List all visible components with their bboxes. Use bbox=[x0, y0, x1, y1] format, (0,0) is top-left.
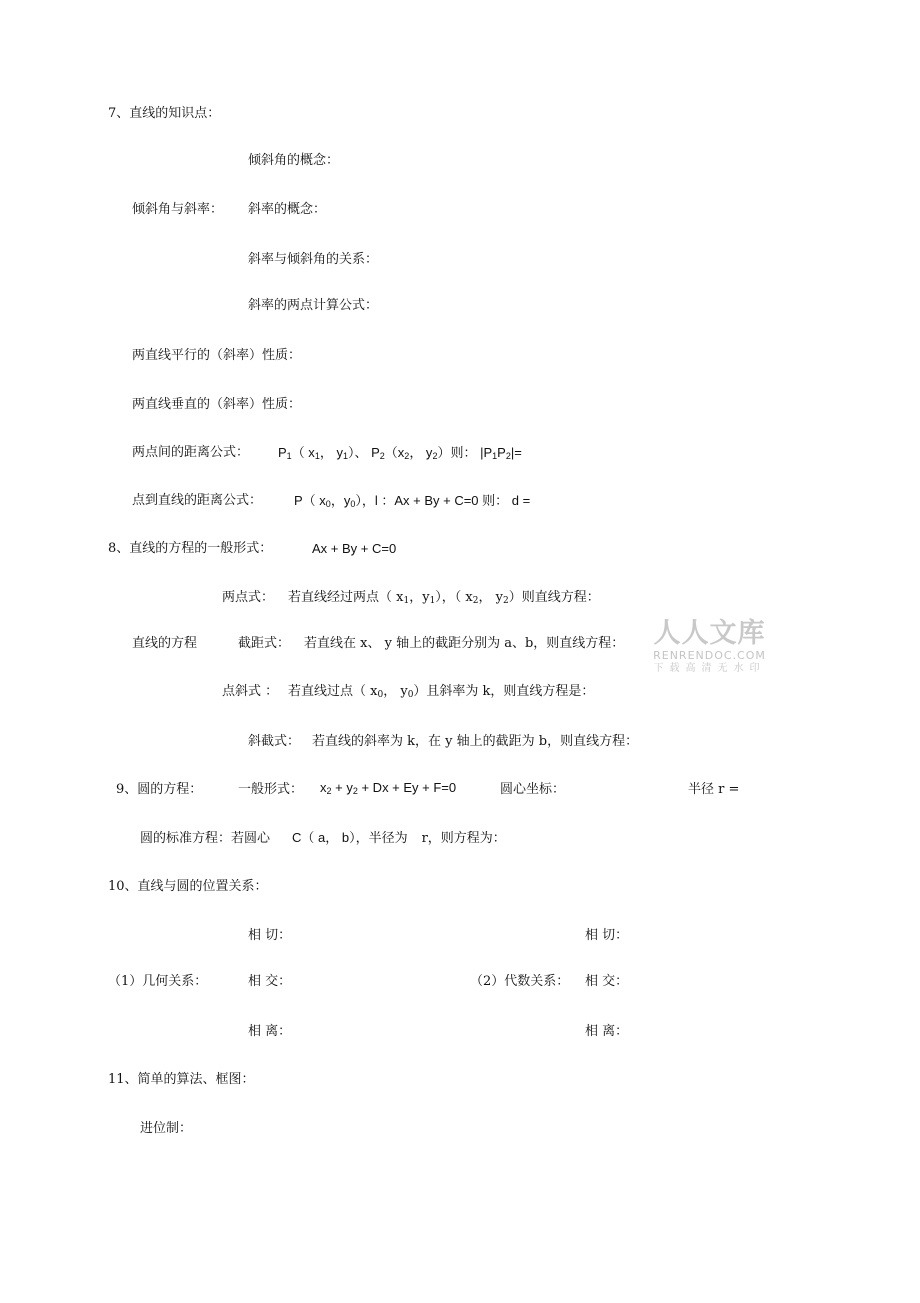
geo-tangent: 相 切： bbox=[248, 928, 292, 943]
section-9-heading: 9、圆的方程： bbox=[116, 782, 203, 797]
alg-tangent: 相 切： bbox=[585, 928, 629, 943]
intercept-form-text: 若直线在 x、 y 轴上的截距分别为 a、b，则直线方程： bbox=[304, 636, 625, 651]
point-slope-form-text: 若直线过点（ $x_0$， $y_0$）且斜率为 k，则直线方程是： bbox=[288, 684, 595, 700]
two-point-form-text: 若直线经过两点（ $x_1$，$y_1$），（ $x_2$， $y_2$）则直线方程： bbox=[288, 590, 600, 606]
section-10-heading: 10、直线与圆的位置关系： bbox=[108, 879, 268, 894]
slope-concept: 斜率的概念： bbox=[248, 202, 327, 217]
circle-general-form: $x_2 + y_2 + Dx + Ey + F=0$ bbox=[320, 780, 457, 796]
circle-radius-label: 半径 r = bbox=[688, 782, 740, 797]
perpendicular-property: 两直线垂直的（斜率）性质： bbox=[132, 397, 302, 412]
renrendoc-watermark bbox=[647, 619, 772, 675]
number-base-system: 进位制： bbox=[140, 1121, 193, 1136]
slope-intercept-form-label: 斜截式： bbox=[248, 734, 301, 749]
circle-center-label: 圆心坐标： bbox=[500, 782, 566, 797]
intercept-form-label: 截距式： bbox=[238, 636, 291, 651]
line-equation-group-label: 直线的方程 bbox=[132, 636, 198, 651]
algebraic-relation-label: （2）代数关系： bbox=[470, 974, 570, 989]
two-point-form-label: 两点式： bbox=[222, 590, 275, 605]
line-general-form: Ax + By + C=0 bbox=[312, 541, 397, 556]
geo-separate: 相 离： bbox=[248, 1024, 292, 1039]
alg-intersect: 相 交： bbox=[585, 974, 629, 989]
section-8-heading: 8、直线的方程的一般形式： bbox=[108, 541, 273, 556]
slope-incline-relation: 斜率与倾斜角的关系： bbox=[248, 252, 379, 267]
section-11-heading: 11、简单的算法、框图： bbox=[108, 1072, 255, 1087]
section-7-heading: 7、直线的知识点： bbox=[108, 106, 221, 121]
alg-separate: 相 离： bbox=[585, 1024, 629, 1039]
point-line-distance-label: 点到直线的距离公式： bbox=[132, 493, 263, 508]
watermark-tagline: 下载高清无水印 bbox=[653, 663, 766, 674]
point-slope-form-label: 点斜式 ： bbox=[222, 684, 279, 699]
slope-two-point-formula: 斜率的两点计算公式： bbox=[248, 298, 379, 313]
circle-general-form-label: 一般形式： bbox=[238, 782, 304, 797]
point-distance-formula: $P_1$（ $x_1$， $y_1$）、 $P_2(x_2$， $y_2$）则： $|P_1P_2|=$ bbox=[278, 445, 522, 461]
geo-intersect: 相 交： bbox=[248, 974, 292, 989]
point-line-distance-formula: P（ $x_0$，$y_0$），l ：Ax + By + C=0 则： d = bbox=[294, 493, 531, 509]
circle-standard-form: 圆的标准方程：若圆心 C（ a， b），半径为 r，则方程为： bbox=[140, 830, 506, 846]
watermark-logo-text: 人人文库 bbox=[653, 618, 766, 649]
point-distance-label: 两点间的距离公式： bbox=[132, 445, 250, 460]
geometric-relation-label: （1）几何关系： bbox=[108, 974, 208, 989]
slope-intercept-form-text: 若直线的斜率为 k，在 y 轴上的截距为 b，则直线方程： bbox=[312, 734, 639, 749]
watermark-site: RENRENDOC.COM bbox=[653, 649, 766, 662]
incline-slope-group-label: 倾斜角与斜率： bbox=[132, 202, 224, 217]
parallel-property: 两直线平行的（斜率）性质： bbox=[132, 348, 302, 363]
incline-angle-concept: 倾斜角的概念： bbox=[248, 153, 340, 168]
